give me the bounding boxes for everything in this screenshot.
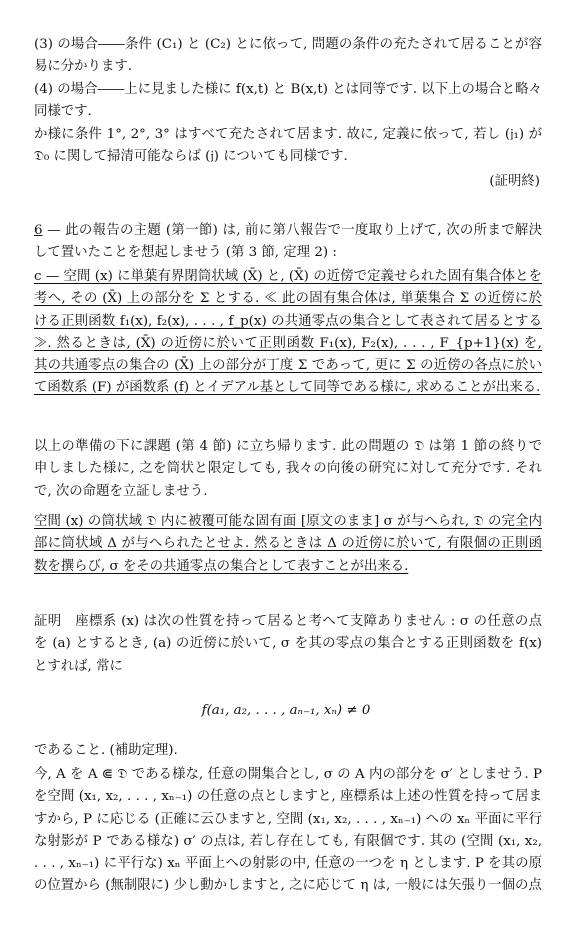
proposition-text: 空間 (x) の筒状域 𝔇 内に被覆可能な固有面 [原文のまま] σ が与へられ, 𝔇 の完全内部に筒状域 Δ が与へられたとせよ. 然るときは Δ の近傍に於いて, 有限個の正則函数を撰らび, σ をその共通零点の集合として表すことが出来る. [34, 514, 542, 574]
paragraph-text: 今, A を A ⋐ 𝔇 である様な, 任意の開集合とし, σ の A 内の部分を σ′ としませう. P を空間 (x₁, x₂, . . . , xₙ₋₁) の任意の点としますと, 座標系は上述の性質を持って居ますから, P に応じる (正確に云ひますと, 空間 (x₁, x₂, . . . , xₙ₋₁) への xₙ 平面に平行な射影が P である様な) σ′ の点は, 若し存在しても, 有限個です. 其の (空間 (x₁, x₂, . . . , xₙ₋₁) に平行な) xₙ 平面上への射影の中, 任意の一つを η とします. P を其の原の位置から (無制限に) 少し動かしますと, 之に応じて η は, 一般には矢張り一個の点 [34, 767, 542, 894]
formula-text: f(a₁, a₂, . . . , aₙ₋₁, xₙ) ≠ 0 [201, 703, 371, 718]
paragraph-proof-body [34, 764, 542, 898]
paragraph-lemma-ref [34, 740, 542, 762]
proposition-block [34, 511, 542, 578]
paragraph-conditions [34, 124, 542, 169]
display-formula [0, 703, 572, 718]
paragraph-section-6 [34, 220, 542, 265]
theorem-c-block [34, 266, 542, 400]
paragraph-text: か様に条件 1°, 2°, 3° はすべて充たされて居ます. 故に, 定義に依って, 若し (𝔧₁) が 𝔇₀ に関して掃清可能ならば (𝔧) についても同様です. [34, 127, 542, 165]
paragraph-preparation [34, 436, 542, 503]
paragraph-proof-start [34, 611, 542, 678]
paragraph-text: であること. (補助定理). [34, 743, 178, 758]
section-number: 6 [34, 223, 43, 238]
paragraph-text: (4) の場合――上に見ました様に f(x,t) と B(x,t) とは同等です. 以下上の場合と略々同様です. [34, 82, 542, 120]
paragraph-text: 証明 座標系 (x) は次の性質を持って居ると考へて支障ありません : σ の任意の点を (a) とするとき, (a) の近傍に於いて, σ を其の零点の集合とする正則函数を f(x) とすれば, 常に [34, 614, 542, 674]
paragraph-text: (3) の場合――条件 (C₁) と (C₂) とに依って, 問題の条件の充たされて居ることが容易に分かります. [34, 37, 542, 75]
qed-text: (証明終) [489, 174, 540, 189]
paragraph-case-4 [34, 79, 542, 124]
qed-mark [489, 170, 540, 189]
paragraph-case-3 [34, 34, 542, 79]
theorem-label: c [34, 269, 42, 284]
theorem-text: — 空間 (x) に単葉有界閉筒状域 (X̄) と, (X̄) の近傍で定義せられた固有集合体とを考へ, その (X̄) 上の部分を Σ とする. ≪ 此の固有集合体は, 単葉集合 Σ の近傍に於ける正則函数 f₁(x), f₂(x), . . . , f_p(x) の共通零点の集合として表されて居るとする ≫. 然るときは, (X̄) の近傍に於いて正則函数 F₁(x), F₂(x), . . . , F_{p+1}(x) を, 其の共通零点の集合の (X̄) 上の部分が丁度 Σ であって, 更に Σ の近傍の各点に於いて函数系 (F) が函数系 (f) とイデアル基として同等である様に, 求めることが出来る. [34, 269, 542, 396]
paragraph-text: 以上の準備の下に課題 (第 4 節) に立ち帰ります. 此の問題の 𝔇 は第 1 節の終りで申しました様に, 之を筒状と限定しても, 我々の向後の研究に対して充分です. それで, 次の命題を立証しませう. [34, 439, 542, 499]
paragraph-text: — 此の報告の主題 (第一節) は, 前に第八報告で一度取り上げて, 次の所まで解決して置いたことを想起しませう (第 3 節, 定理 2) : [34, 223, 542, 261]
